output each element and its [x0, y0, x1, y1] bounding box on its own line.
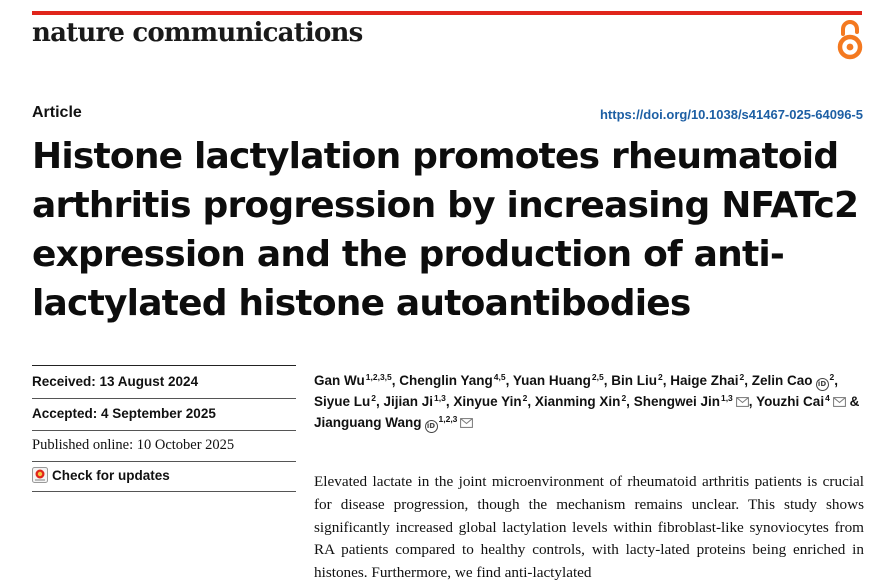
- received-date: Received: 13 August 2024: [32, 374, 199, 389]
- author-affiliation: 2: [739, 372, 745, 382]
- author-name[interactable]: [670, 373, 744, 388]
- author-name[interactable]: [611, 373, 662, 388]
- author-separator: ,: [662, 373, 671, 388]
- author-name-text: Xinyue Yin: [453, 394, 522, 409]
- author-name-text: Yuan Huang: [512, 373, 591, 388]
- check-for-updates-label: Check for updates: [52, 467, 170, 483]
- accepted-date: Accepted: 4 September 2025: [32, 406, 216, 421]
- author-affiliation: 1,2,3,5: [365, 372, 392, 382]
- doi-link[interactable]: https://doi.org/10.1038/s41467-025-64096-5: [599, 107, 863, 122]
- author-name-text: Siyue Lu: [314, 394, 371, 409]
- author-name[interactable]: [756, 394, 846, 409]
- author-name[interactable]: [535, 394, 626, 409]
- author-name-text: Youzhi Cai: [756, 394, 825, 409]
- email-icon[interactable]: [460, 418, 473, 428]
- author-name-text: Chenglin Yang: [399, 373, 493, 388]
- author-name-text: Bin Liu: [611, 373, 657, 388]
- author-name[interactable]: [752, 373, 835, 388]
- divider: [32, 461, 296, 462]
- author-separator: ,: [603, 373, 612, 388]
- author-affiliation: 4,5: [493, 372, 506, 382]
- author-name-text: Jijian Ji: [383, 394, 434, 409]
- open-access-icon: [833, 18, 867, 62]
- author-name-text: Jianguang Wang: [314, 415, 422, 430]
- author-separator: &: [845, 394, 860, 409]
- article-title: Histone lactylation promotes rheumatoid arthritis progression by increasing NFATc2 expression and the production of anti-lactylated histone autoantibodies: [32, 136, 859, 324]
- author-separator: ,: [744, 373, 752, 388]
- article-type: Article: [32, 104, 82, 121]
- check-updates-icon: [32, 467, 48, 483]
- email-icon[interactable]: [736, 397, 749, 407]
- author-list: [314, 370, 874, 433]
- journal-name: nature communications: [32, 18, 363, 48]
- abstract-text: Elevated lactate in the joint microenvironment of rheumatoid arthritis patients is crucial for disease progression, though the mechanism remains unclear. This study shows significantly increased global lactylation levels within fibroblast-like synoviocytes from RA patients compared to healthy controls, with lacty-lated proteins being enriched in histones. Furthermore, we find anti-lactylated: [314, 473, 864, 582]
- divider: [32, 491, 296, 492]
- author-name[interactable]: [314, 415, 473, 430]
- author-name[interactable]: [634, 394, 749, 409]
- author-separator: ,: [626, 394, 634, 409]
- author-name[interactable]: [314, 394, 376, 409]
- check-for-updates-button[interactable]: [32, 467, 170, 483]
- divider: [32, 398, 296, 399]
- author-separator: ,: [445, 394, 454, 409]
- author-affiliation: 4: [825, 393, 830, 403]
- author-name[interactable]: [314, 373, 392, 388]
- author-separator: ,: [748, 394, 757, 409]
- author-affiliation: 1,2,3: [438, 414, 458, 424]
- published-date: Published online: 10 October 2025: [32, 437, 235, 453]
- divider-top: [32, 365, 296, 366]
- author-name-text: Zelin Cao: [751, 373, 813, 388]
- author-name-text: Gan Wu: [314, 373, 365, 388]
- author-separator: ,: [376, 394, 384, 409]
- author-separator: ,: [834, 373, 839, 388]
- author-affiliation: 2: [658, 372, 663, 382]
- author-name[interactable]: [384, 394, 446, 409]
- author-name[interactable]: [453, 394, 527, 409]
- author-name-text: Shengwei Jin: [633, 394, 720, 409]
- author-affiliation: 2: [371, 393, 376, 403]
- author-separator: ,: [505, 373, 513, 388]
- header-accent-bar: [32, 11, 862, 15]
- author-name[interactable]: [513, 373, 604, 388]
- author-affiliation: 2: [829, 372, 835, 382]
- author-affiliation: 2: [522, 393, 528, 403]
- author-name-text: Xianming Xin: [534, 394, 621, 409]
- divider: [32, 430, 296, 431]
- orcid-icon[interactable]: iD: [425, 420, 438, 433]
- email-icon[interactable]: [833, 397, 846, 407]
- author-affiliation: 2,5: [591, 372, 604, 382]
- author-affiliation: 2: [621, 393, 627, 403]
- author-affiliation: 1,3: [720, 393, 733, 403]
- author-separator: ,: [391, 373, 400, 388]
- orcid-icon[interactable]: iD: [816, 378, 829, 391]
- author-name-text: Haige Zhai: [670, 373, 739, 388]
- author-separator: ,: [527, 394, 535, 409]
- author-name[interactable]: [399, 373, 505, 388]
- author-affiliation: 1,3: [434, 393, 446, 403]
